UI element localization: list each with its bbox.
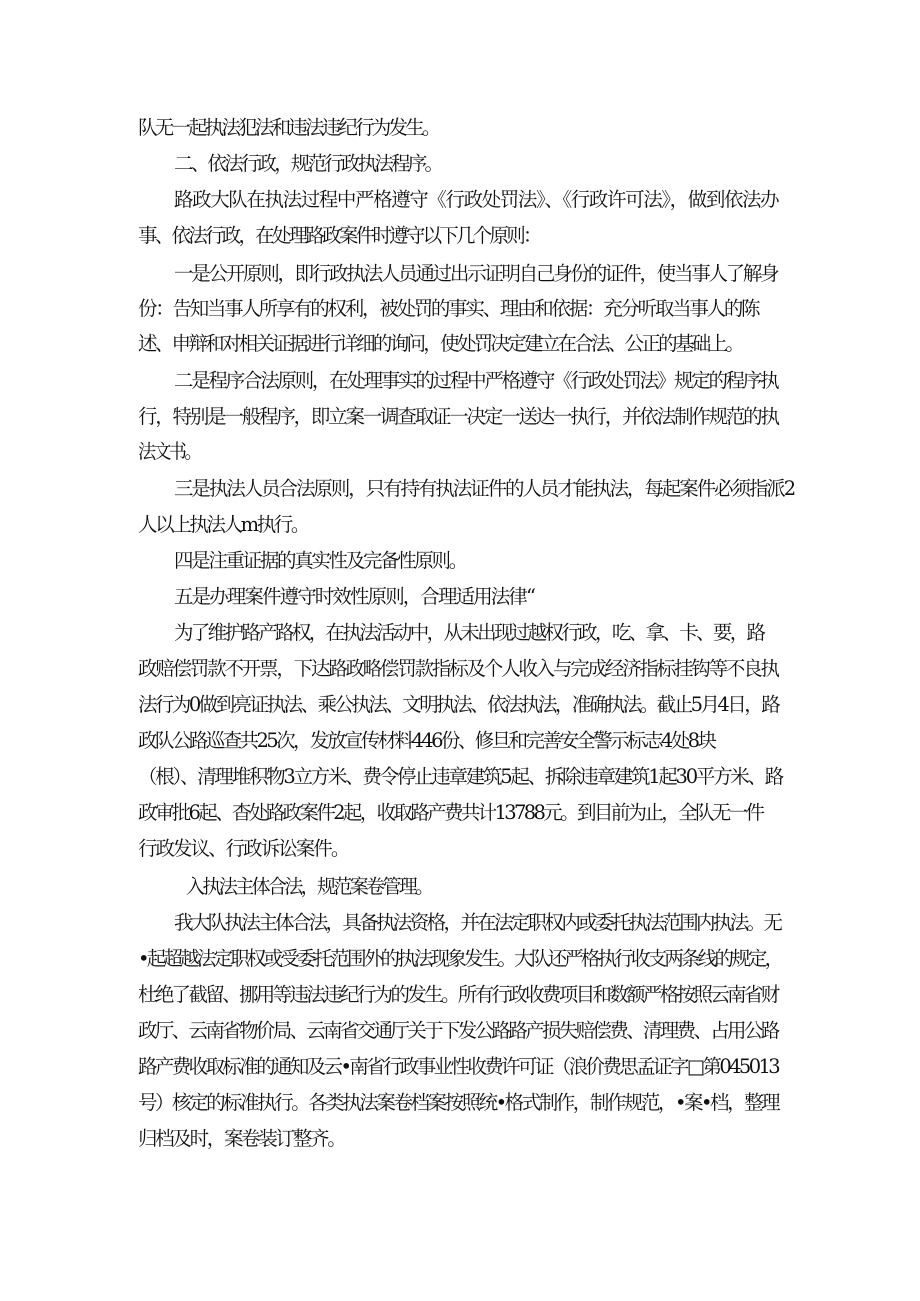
- text-line: 行政发议、行政诉讼案件。: [138, 837, 349, 860]
- text-line: 路产费收取标准的通知及云•南省行政事业性收费许可证（浪价费思孟证字□第045013: [138, 1055, 779, 1078]
- text-line: 一是公开原则，即行政执法人员通过出示证明自己身份的证件，使当事人了解身: [174, 262, 778, 285]
- text-line: 政队公路巡查共25次，发放宣传材料446份、修旦和完善安全警示标志4处8块: [138, 729, 715, 752]
- text-line: 份：告知当事人所享有的权利，被处罚的事实、理由和依据：充分听取当事人的陈: [138, 297, 759, 320]
- text-line: （根）、清理堆积物3立方米、费令停止违章建筑5起、拆除违章建筑1起30平方米、路: [138, 765, 782, 788]
- text-line: 法文书。: [138, 440, 200, 463]
- text-line: 四是注重证据的真实性及完备性原则。: [174, 549, 466, 572]
- text-line: 事、依法行政，在处理路政案件时遵守以下几个原则：: [138, 224, 540, 247]
- text-line: 号）核定的标准执行。各类执法案卷档案按照统•格式制作，制作规范，•案•档，整理: [138, 1091, 779, 1114]
- text-line: 政赔偿罚款不开票，下达路政略偿罚款指标及个人收入与完成经济指标挂钩等不良执: [138, 657, 778, 680]
- text-line: 杜绝了截留、挪用等违法违纪行为的发生。所有行政收费项目和数额严格按照云南省财: [138, 983, 778, 1006]
- text-line: 为了维护路产路权，在执法活动中，从未出现过越权行政，吃、拿、卡、要，路: [174, 621, 764, 644]
- text-line: 队无一起执法犯法和违法违纪行为发生。: [138, 116, 439, 139]
- text-line: 政厅、云南省物价局、云南省交通厅关于下发公路路产损失赔偿费、清理费、占用公路: [138, 1019, 778, 1042]
- text-line: 路政大队在执法过程中严格遵守《行政处罚法》、《行政许可法》，做到依法办: [174, 188, 779, 211]
- text-line: 我大队执法主体合法，具备执法资格，并在法定职权内或委托执法范围内执法。无: [174, 911, 781, 934]
- text-line: 五是办理案件遵守时效性原则，合理适用法律“: [174, 585, 535, 608]
- text-line: 三是执法人员合法原则，只有持有执法证件的人员才能执法，每起案件必须指派2: [174, 477, 795, 500]
- text-line: 行，特别是一般程序，即立案一调查取证一决定一送达一执行，并依法制作规范的执: [138, 405, 778, 428]
- section-heading: 入执法主体合法，规范案卷管理。: [186, 875, 432, 898]
- text-line: 二是程序合法原则，在处理事实的过程中严格遵守《行政处罚法》规定的程序执: [174, 369, 778, 392]
- text-line: 归档及时，案卷装订整齐。: [138, 1127, 345, 1150]
- text-line: •起超越法定职权或受委托范围外的执法现象发生。大队还严格执行收支两条线的规定，: [138, 947, 782, 970]
- text-line: 政审批6起、杳处路政案件2起，收取路产费共计13788元。到目前为止，全队无一件: [138, 801, 763, 824]
- text-line: 法行为0做到亮证执法、乘公执法、文明执法、依法执法，准确执法。截止5月4日，路: [138, 693, 779, 716]
- text-line: 述、申辩和对相关证据进行详细的询问，使处罚决定建立在合法、公正的基础上。: [138, 332, 743, 355]
- text-line: 人以上执法人m执行。: [138, 513, 308, 536]
- section-heading: 二、依法行政，规范行政执法程序。: [174, 152, 442, 175]
